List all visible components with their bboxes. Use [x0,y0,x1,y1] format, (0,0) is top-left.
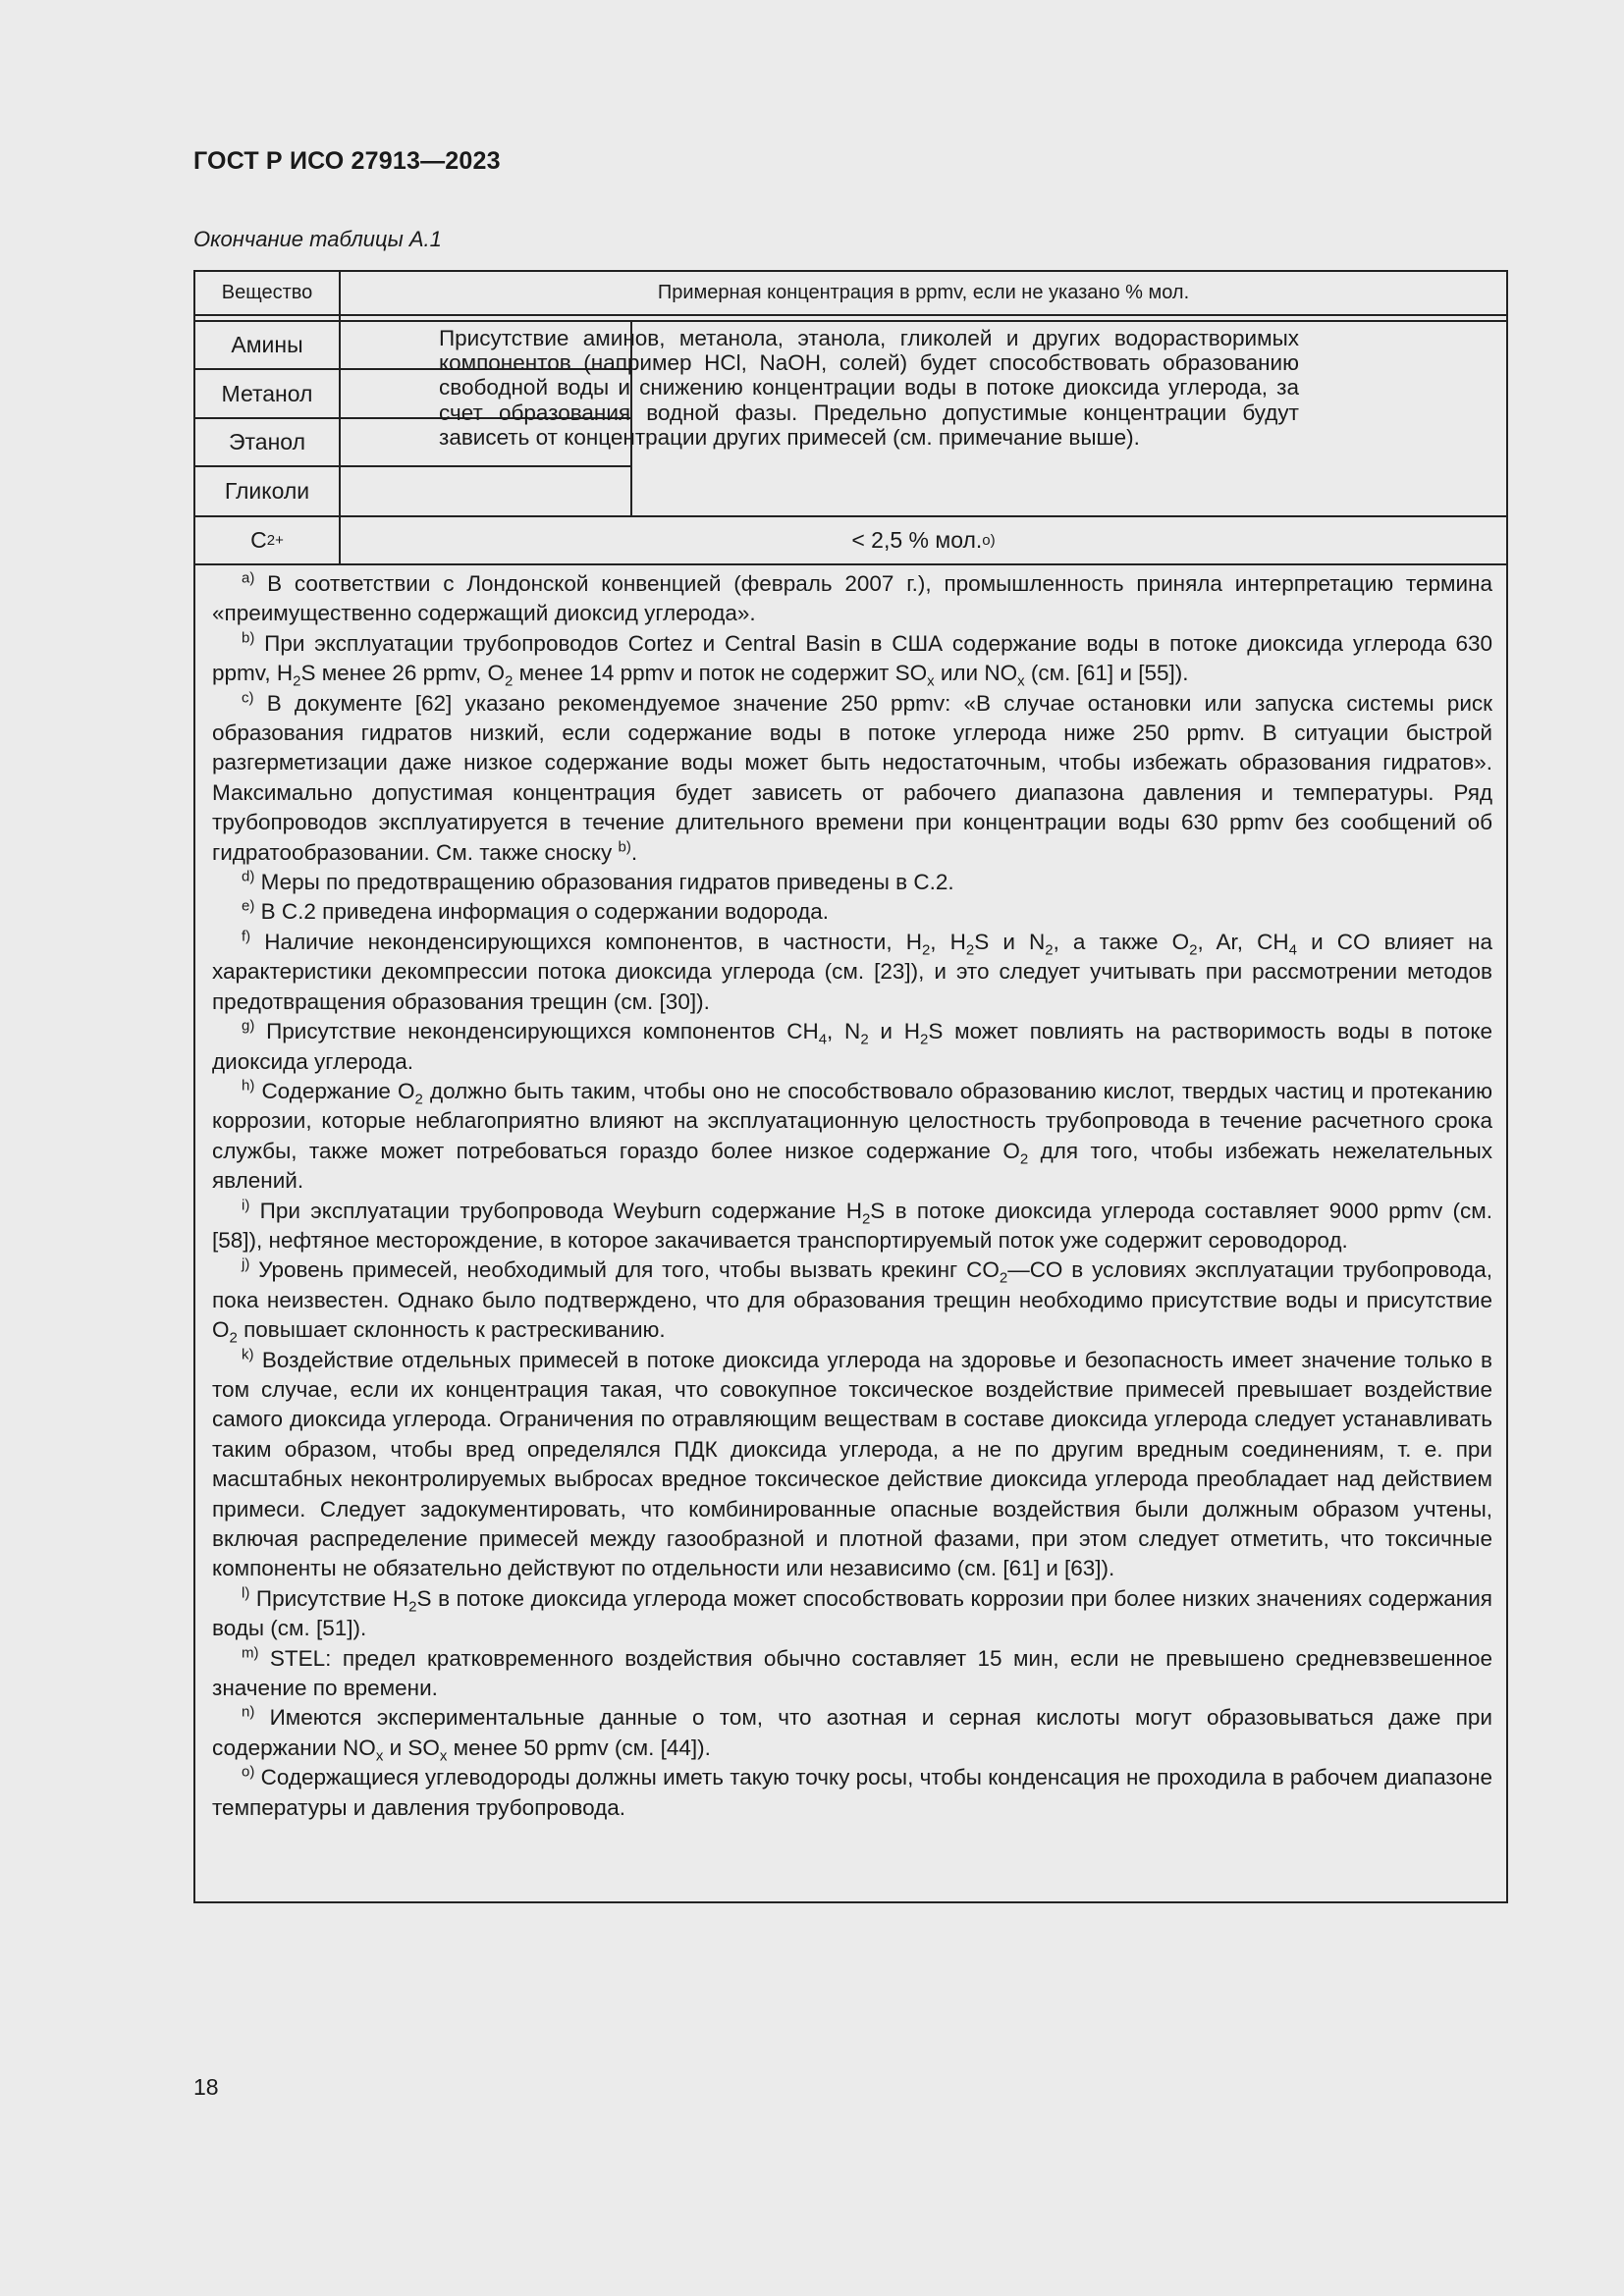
subscript: 2 [505,672,514,690]
subscript: 4 [1288,941,1297,959]
subscript: 2 [921,941,931,959]
footnote-text: Имеются экспериментальные данные о том, что азотная и серная кислоты могут образовываться даже при содержании NO [212,1705,1492,1760]
footnotes [212,569,1492,1823]
footnote-text: Содержащиеся углеводороды должны иметь такую точку росы, чтобы конденсация не проходила в рабочем диапазоне температуры и давления трубопровода. [212,1765,1492,1820]
subscript: x [375,1747,384,1765]
subscript: 2 [1019,1150,1029,1168]
footnote-mark: e) [242,897,255,915]
footnote-mark: n) [242,1703,255,1721]
footnote-text: (см. [61] и [55]). [1024,661,1189,686]
footnote-text: . [630,839,638,865]
footnote-text: и H [868,1019,920,1044]
footnote-mark: l) [242,1584,250,1602]
substance-amines: Амины [231,332,303,357]
footnote-k [212,1346,1492,1584]
document-header: ГОСТ Р ИСО 27913—2023 [193,147,501,175]
footnote-text: Наличие неконденсирующихся компонентов, в частности, H [264,929,922,954]
footnote-text: , N [827,1019,861,1044]
footnote-text: S в потоке диоксида углерода может способствовать коррозии при более низких значениях содержания воды (см. [51]). [212,1585,1492,1641]
footnote-text: S в потоке диоксида углерода составляет 9000 ppmv (см. [58]), нефтяное месторождение, в которое закачивается транспортируемый поток уже содержит сероводород. [212,1198,1492,1253]
footnote-text: и CO влияет на характеристики декомпрессии потока диоксида углерода (см. [23]), и это следует учитывать при рассмотрении методов предотвращения образования трещин (см. [30]). [212,929,1492,1014]
footnote-text: В С.2 приведена информация о содержании водорода. [260,899,829,925]
shared-note: Присутствие аминов, метанола, этанола, гликолей и других водорастворимых компонентов (например HCl, NaOH, солей) будет способствовать образованию свободной воды и снижению концентрации воды в потоке диоксида углерода, за счет образования водной фазы. Предельно допустимые концентрации будут зависеть от концентрации других примесей (см. примечание выше). [439,326,1299,450]
footnote-mark: b) [242,629,255,647]
footnote-mark: d) [242,868,255,885]
footnote-text: —CO в условиях эксплуатации трубопровода, пока неизвестен. Однако было подтверждено, что для образования трещин необходимо присутствие воды и присутствие O [212,1257,1492,1343]
footnote-j [212,1255,1492,1345]
footnote-text: Присутствие неконденсирующихся компонентов CH [266,1019,819,1044]
footnote-text: , H [930,929,966,954]
footnote-a [212,569,1492,629]
footnote-text: STEL: предел кратковременного воздействия обычно составляет 15 мин, если не превышено средневзвешенное значение по времени. [212,1645,1492,1701]
subscript: 2 [293,672,301,690]
subscript: 2 [414,1091,423,1108]
footnote-text: , Ar, CH [1197,929,1289,954]
footnote-mark: o) [242,1763,255,1781]
subscript: 2 [861,1210,871,1228]
grid-line [193,314,1508,316]
subscript: 2 [965,941,975,959]
footnote-mark: g) [242,1017,255,1035]
subscript: 2 [229,1329,238,1347]
footnote-text: S и N [974,929,1046,954]
subscript: x [439,1747,448,1765]
footnote-text: При эксплуатации трубопроводов Cortez и Central Basin в США содержание воды в потоке диоксида углерода 630 ppmv, H [212,630,1492,686]
footnote-text: должно быть таким, чтобы оно не способствовало образованию кислот, твердых частиц и протеканию коррозии, которые неблагоприятно влияют на эксплуатационную целостность трубопровода в течение расчетного срока службы, также может потребоваться гораздо более низкое содержание O [212,1078,1492,1163]
footnote-g [212,1017,1492,1077]
subscript: x [1017,672,1025,690]
footnote-text: менее 50 ppmv (см. [44]). [447,1735,711,1760]
subscript: 2 [860,1031,869,1048]
footnote-mark: c) [242,689,254,707]
footnote-mark: a) [242,569,255,587]
footnote-m [212,1644,1492,1704]
footnote-text: Меры по предотвращению образования гидратов приведены в С.2. [260,870,954,895]
subscript: x [927,672,935,690]
page-number: 18 [193,2074,219,2100]
substance-methanol: Метанол [221,380,313,406]
footnote-text: или NO [934,661,1018,686]
footnote-l [212,1584,1492,1644]
footnote-mark: h) [242,1077,255,1095]
footnote-text: S менее 26 ppmv, O [300,661,506,686]
subscript: 2 [1189,941,1198,959]
footnote-text: и SO [383,1735,440,1760]
footnote-text: Уровень примесей, необходимый для того, чтобы вызвать крекинг CO [258,1257,1000,1283]
c2-value-text: < 2,5 % мол. [851,527,983,553]
subscript: 2 [1045,941,1054,959]
footnote-b [212,629,1492,689]
substance-glycols: Гликоли [224,478,310,504]
footnote-text: менее 14 ppmv и поток не содержит SO [513,661,928,686]
column-header-concentration: Примерная концентрация в ppmv, если не указано % мол. [657,282,1190,303]
footnote-text: повышает склонность к растрескиванию. [237,1317,666,1343]
footnote-mark: i) [242,1197,250,1214]
subscript: 2 [999,1269,1008,1287]
footnote-text: , а также O [1053,929,1190,954]
c2-label: C [250,527,267,553]
table-caption: Окончание таблицы А.1 [193,227,442,251]
footnote-mark: k) [242,1346,254,1363]
subscript: 4 [818,1031,828,1048]
footnote-text: для того, чтобы избежать нежелательных явлений. [212,1138,1492,1194]
grid-line [193,320,1508,322]
footnote-mark: j) [242,1255,250,1273]
substance-ethanol: Этанол [228,429,305,454]
footnote-h [212,1077,1492,1197]
footnote-c [212,689,1492,868]
footnote-text: S может повлиять на растворимость воды в потоке диоксида углерода. [212,1019,1492,1074]
column-header-substance: Вещество [221,282,313,303]
footnote-ref: b) [618,838,631,856]
grid-line [193,563,1508,565]
footnote-f [212,928,1492,1017]
footnote-text: Содержание O [261,1078,415,1103]
footnote-d [212,868,1492,897]
footnote-i [212,1197,1492,1256]
substance-c2plus: C 2+ [250,527,284,553]
footnote-mark: f) [242,928,251,945]
subscript: 2 [920,1031,929,1048]
footnote-text: В документе [62] указано рекомендуемое значение 250 ppmv: «В случае остановки или запуска системы риск образования гидратов низкий, если содержание воды в потоке углерода ниже 250 ppmv. В ситуации быстрой разгерметизации даже низкое содержание воды может быть недостаточным, чтобы избежать образования гидратов». Максимально допустимая концентрация будет зависеть от рабочего диапазона давления и температуры. Ряд трубопроводов эксплуатируется в течение длительного времени при концентрации воды 630 ppmv без сообщений об гидратообразовании. См. также сноску [212,690,1492,865]
footnote-mark: m) [242,1644,259,1662]
c2plus-value: < 2,5 % мол. o) [851,527,996,553]
footnote-n [212,1703,1492,1763]
footnote-text: При эксплуатации трубопровода Weyburn содержание H [259,1198,862,1223]
footnote-text: Воздействие отдельных примесей в потоке диоксида углерода на здоровье и безопасность имеет значение только в том случае, если их концентрация такая, что совокупное токсическое воздействие примесей превышает воздействие самого диоксида углерода. Ограничения по отравляющим веществам в составе диоксида углерода следует устанавливать таким образом, чтобы вред определялся ПДК диоксида углерода, а не по другим вредным соединениям, т. е. при масштабных неконтролируемых выбросах вредное токсическое действие диоксида углерода преобладает над действием примеси. Следует задокументировать, что комбинированные опасные воздействия были должным образом учтены, включая распределение примесей между газообразной и плотной фазами, при этом следует отметить, что токсичные компоненты не обязательно действуют по отдельности или независимо (см. [61] и [63]). [212,1347,1492,1581]
footnote-o [212,1763,1492,1823]
footnote-text: Присутствие H [255,1585,409,1611]
subscript: 2 [408,1598,417,1616]
footnote-e [212,897,1492,927]
footnote-text: В соответствии с Лондонской конвенцией (февраль 2007 г.), промышленность приняла интерпретацию термина «преимущественно содержащий диоксид углерода». [212,571,1492,626]
